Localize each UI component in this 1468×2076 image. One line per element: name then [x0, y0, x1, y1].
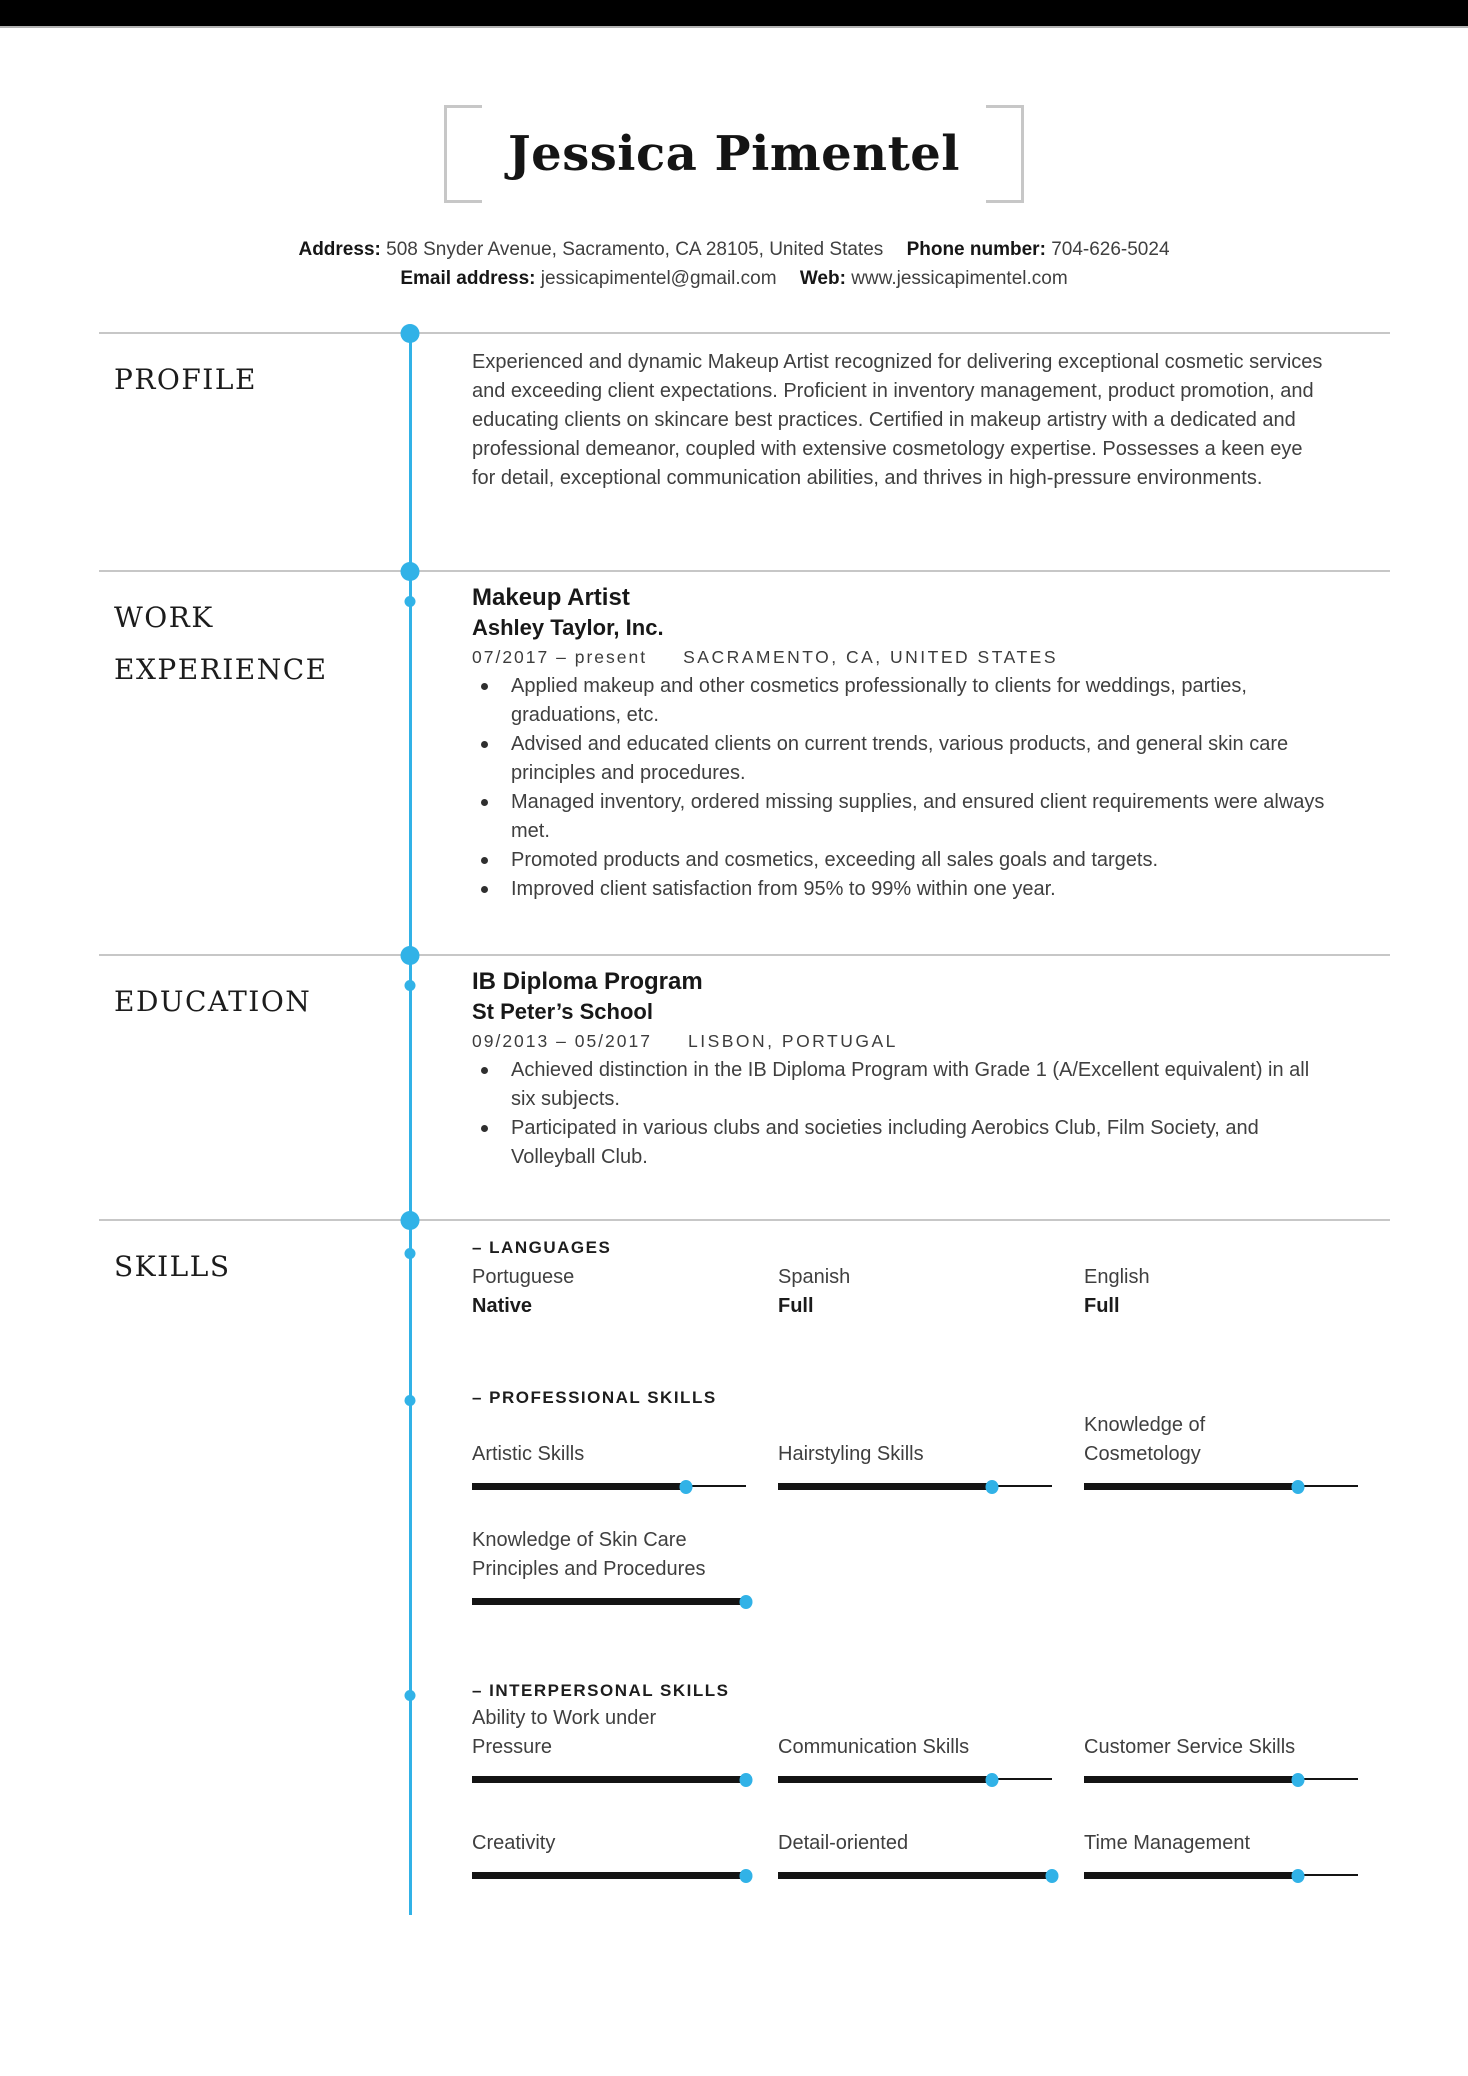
bar-level-dot	[1291, 1773, 1304, 1787]
bar-level-dot	[985, 1773, 998, 1787]
skill-level-bar	[472, 1772, 746, 1787]
section-label-profile	[99, 334, 410, 570]
skill-level-bar	[778, 1868, 1052, 1883]
timeline-subdot-languages	[405, 1248, 416, 1259]
skill-name: Creativity	[472, 1832, 556, 1854]
job-company: Ashley Taylor, Inc.	[472, 615, 664, 640]
language-level: Full	[778, 1295, 814, 1317]
web-label: Web:	[799, 268, 846, 289]
name-row	[0, 105, 1468, 203]
language-name: English	[1084, 1266, 1150, 1288]
section-label-work	[99, 572, 410, 954]
bar-fill	[778, 1872, 1052, 1879]
languages-subsection	[472, 1239, 1328, 1321]
education-location: LISBON, PORTUGAL	[687, 1031, 898, 1051]
language-name: Portuguese	[472, 1266, 575, 1288]
skill-name: Customer Service Skills	[1084, 1736, 1296, 1758]
professional-skills-subheading: – PROFESSIONAL SKILLS	[472, 1388, 717, 1407]
bar-fill	[778, 1483, 992, 1490]
bar-level-dot	[740, 1869, 753, 1883]
bar-level-dot	[740, 1595, 753, 1609]
contact-line-1	[0, 235, 1468, 264]
education-program: IB Diploma Program	[472, 968, 703, 995]
section-education	[99, 954, 1390, 1219]
language-level: Native	[472, 1295, 533, 1317]
skill-name: Knowledge of Cosmetology	[1084, 1414, 1206, 1465]
professional-skills-subsection	[472, 1389, 1328, 1609]
job-bullet: Improved client satisfaction from 95% to 99% within one year.	[472, 875, 1328, 904]
interpersonal-skills-subheading: – INTERPERSONAL SKILLS	[472, 1681, 730, 1700]
education-heading: EDUCATION	[114, 985, 312, 1018]
skill-level-bar	[472, 1594, 746, 1609]
job-bullet: Advised and educated clients on current trends, various products, and general skin care principles and procedures.	[472, 730, 1328, 788]
skill-level-bar	[778, 1479, 1052, 1494]
timeline-subdot-school	[405, 980, 416, 991]
skill-item	[1084, 1829, 1358, 1883]
language-item	[1084, 1263, 1358, 1321]
timeline-dot-work	[401, 562, 420, 581]
skill-name: Knowledge of Skin Care Principles and Procedures	[472, 1529, 706, 1580]
skills-heading: SKILLS	[114, 1250, 231, 1283]
timeline-subdot-job	[405, 596, 416, 607]
bar-level-dot	[985, 1480, 998, 1494]
bar-level-dot	[1291, 1869, 1304, 1883]
right-bracket-decoration	[986, 105, 1024, 203]
skill-level-bar	[1084, 1868, 1358, 1883]
bar-fill	[1084, 1483, 1298, 1490]
job-bullet-list	[472, 672, 1328, 904]
bar-fill	[1084, 1872, 1298, 1879]
job-title: Makeup Artist	[472, 584, 630, 611]
profile-summary-text: Experienced and dynamic Makeup Artist recognized for delivering exceptional cosmetic services and exceeding client expectations. Proficient in inventory management, product promotion, and educating clients on skincare best practices. Certified in makeup artistry with a dedicated and professional demeanor, coupled with extensive cosmetology expertise. Possesses a keen eye for detail, exceptional communication abilities, and thrives in high-pressure environments.	[472, 351, 1323, 489]
email-label: Email address:	[400, 268, 536, 289]
left-bracket-decoration	[444, 105, 482, 203]
timeline-subdot-interpersonal	[405, 1690, 416, 1701]
education-bullet: Participated in various clubs and societies including Aerobics Club, Film Society, and Volleyball Club.	[472, 1114, 1328, 1172]
skills-content	[410, 1221, 1328, 2076]
job-bullet: Promoted products and cosmetics, exceeding all sales goals and targets.	[472, 846, 1328, 875]
bar-fill	[472, 1598, 746, 1605]
contact-info	[0, 235, 1468, 293]
education-meta	[472, 1027, 1328, 1055]
skill-name: Ability to Work under Pressure	[472, 1707, 657, 1758]
skill-level-bar	[472, 1868, 746, 1883]
work-heading: WORK EXPERIENCE	[114, 601, 328, 686]
job-bullet: Applied makeup and other cosmetics professionally to clients for weddings, parties, graduations, etc.	[472, 672, 1328, 730]
timeline-subdot-professional	[405, 1395, 416, 1406]
bar-level-dot	[1046, 1869, 1059, 1883]
skill-item	[472, 1526, 746, 1609]
education-bullet: Achieved distinction in the IB Diploma Program with Grade 1 (A/Excellent equivalent) in all six subjects.	[472, 1056, 1328, 1114]
professional-skills-grid	[472, 1411, 1328, 1609]
email-value: jessicapimentel@gmail.com	[540, 268, 777, 289]
bar-fill	[472, 1776, 746, 1783]
job-dates: 07/2017 – present	[472, 647, 648, 667]
section-work-experience	[99, 570, 1390, 954]
skill-name: Time Management	[1084, 1832, 1250, 1854]
bar-fill	[472, 1872, 746, 1879]
section-label-skills	[99, 1221, 410, 2076]
bar-level-dot	[740, 1773, 753, 1787]
languages-grid	[472, 1263, 1328, 1321]
language-level: Full	[1084, 1295, 1120, 1317]
language-item	[778, 1263, 1052, 1321]
profile-heading: PROFILE	[114, 363, 257, 396]
skill-level-bar	[472, 1479, 746, 1494]
language-name: Spanish	[778, 1266, 851, 1288]
bar-fill	[778, 1776, 992, 1783]
profile-content	[410, 334, 1328, 570]
address-label: Address:	[298, 239, 381, 260]
bar-fill	[472, 1483, 686, 1490]
skill-name: Hairstyling Skills	[778, 1443, 924, 1465]
education-school: St Peter’s School	[472, 999, 653, 1024]
interpersonal-skills-grid	[472, 1704, 1328, 1883]
top-black-bar	[0, 0, 1468, 28]
skill-item	[778, 1411, 1052, 1494]
job-location: SACRAMENTO, CA, UNITED STATES	[683, 647, 1058, 667]
section-profile	[99, 332, 1390, 570]
resume-header	[0, 105, 1468, 293]
skill-name: Artistic Skills	[472, 1443, 585, 1465]
skill-name: Communication Skills	[778, 1736, 970, 1758]
skill-item	[778, 1704, 1052, 1787]
job-meta	[472, 643, 1328, 671]
contact-line-2	[0, 264, 1468, 293]
timeline-dot-education	[401, 946, 420, 965]
address-value: 508 Snyder Avenue, Sacramento, CA 28105, United States	[386, 239, 884, 260]
skill-item	[472, 1411, 746, 1494]
web-value: www.jessicapimentel.com	[851, 268, 1068, 289]
person-name: Jessica Pimentel	[507, 126, 961, 182]
phone-label: Phone number:	[906, 239, 1046, 260]
interpersonal-skills-subsection	[472, 1682, 1328, 1883]
work-content	[410, 572, 1328, 954]
education-bullet-list	[472, 1056, 1328, 1172]
resume-body	[99, 332, 1390, 2076]
section-label-education	[99, 956, 410, 1219]
bar-fill	[1084, 1776, 1298, 1783]
languages-subheading: – LANGUAGES	[472, 1238, 612, 1257]
timeline-dot-skills	[401, 1211, 420, 1230]
skill-level-bar	[1084, 1479, 1358, 1494]
skill-item	[1084, 1704, 1358, 1787]
skill-name: Detail-oriented	[778, 1832, 909, 1854]
skill-item	[472, 1829, 746, 1883]
section-skills	[99, 1219, 1390, 2076]
education-dates: 09/2013 – 05/2017	[472, 1031, 652, 1051]
timeline-dot-profile	[401, 324, 420, 343]
skill-level-bar	[1084, 1772, 1358, 1787]
education-content	[410, 956, 1328, 1219]
job-bullet: Managed inventory, ordered missing supplies, and ensured client requirements were always met.	[472, 788, 1328, 846]
language-item	[472, 1263, 746, 1321]
bar-level-dot	[1291, 1480, 1304, 1494]
skill-item	[778, 1829, 1052, 1883]
skill-item	[472, 1704, 746, 1787]
bar-level-dot	[679, 1480, 692, 1494]
phone-value: 704-626-5024	[1051, 239, 1170, 260]
skill-level-bar	[778, 1772, 1052, 1787]
skill-item	[1084, 1411, 1358, 1494]
